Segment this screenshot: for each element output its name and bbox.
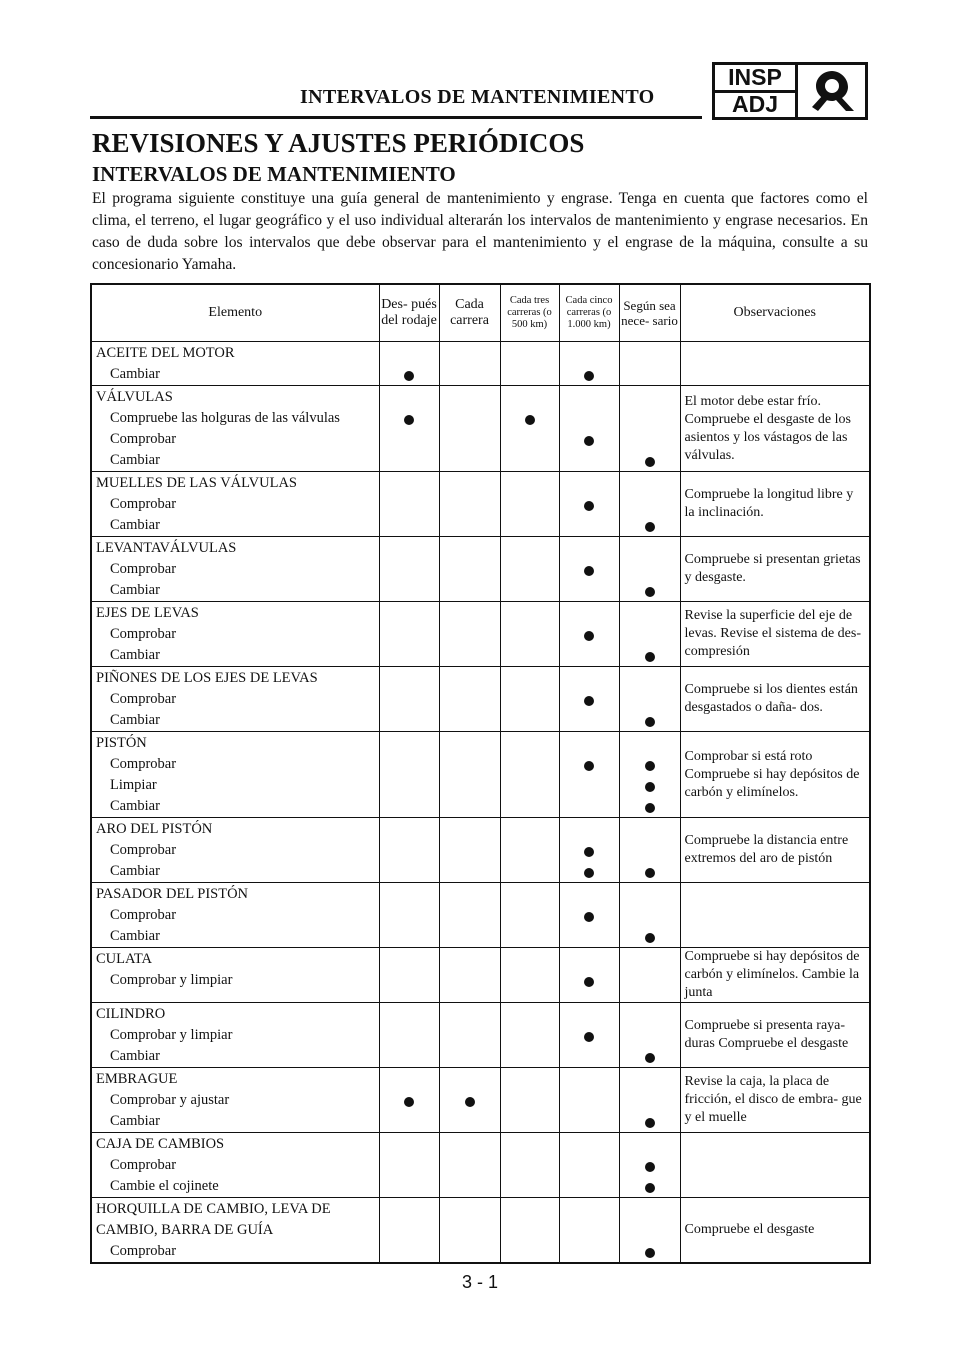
bullet-mark xyxy=(584,847,594,857)
bullet-mark xyxy=(645,933,655,943)
item-cell xyxy=(91,732,379,818)
item-cell xyxy=(91,472,379,537)
item-name: VÁLVULAS xyxy=(96,389,173,405)
interval-cell xyxy=(619,537,680,602)
item-cell xyxy=(91,1198,379,1264)
item-cell xyxy=(91,602,379,667)
sub-operation: Cambiar xyxy=(110,452,160,468)
section-title: INTERVALOS DE MANTENIMIENTO xyxy=(92,162,456,186)
sub-operation: Comprobar xyxy=(110,496,177,512)
interval-cell xyxy=(619,1198,680,1264)
item-name: PISTÓN xyxy=(96,735,147,751)
sub-operation: Comprobar y limpiar xyxy=(110,1027,233,1043)
sub-operation: Cambiar xyxy=(110,582,160,598)
badge-adj-label: ADJ xyxy=(731,91,778,118)
interval-cell xyxy=(439,386,500,472)
item-cell xyxy=(91,818,379,883)
bullet-mark xyxy=(645,803,655,813)
table-row xyxy=(91,1133,870,1198)
remark-cell xyxy=(680,1133,870,1198)
interval-cell xyxy=(439,667,500,732)
interval-cell xyxy=(439,883,500,948)
bullet-mark xyxy=(584,761,594,771)
sub-operation: Cambiar xyxy=(110,517,160,533)
item-name: PASADOR DEL PISTÓN xyxy=(96,886,249,902)
interval-cell xyxy=(439,1133,500,1198)
bullet-mark xyxy=(645,761,655,771)
bullet-mark xyxy=(584,912,594,922)
interval-cell xyxy=(439,537,500,602)
bullet-mark xyxy=(645,717,655,727)
interval-cell xyxy=(379,1068,439,1133)
remark-cell: Compruebe si los dientes están desgastados o daña- dos. xyxy=(680,667,870,732)
table-row xyxy=(91,948,870,1003)
sub-operation: Comprobar xyxy=(110,1157,177,1173)
remark-cell xyxy=(680,342,870,386)
header-item: Elemento xyxy=(91,284,379,342)
item-cell xyxy=(91,948,379,1003)
sub-operation: Comprobar xyxy=(110,561,177,577)
sub-operation: Cambiar xyxy=(110,798,160,814)
item-cell xyxy=(91,386,379,472)
header-every-race: Cada carrera xyxy=(439,284,500,342)
intro-paragraph: El programa siguiente constituye una guía general de mantenimiento y engrase. Tenga en cuenta que factores como el clima, el terreno, el lugar geográfico y el uso individual alterarán los intervalos de mantenimiento y engrase necesarios. En caso de duda sobre los intervalos que debe observar para el mantenimiento y el engrase de la máquina, consulte a su concesionario Yamaha. xyxy=(92,190,868,273)
interval-cell xyxy=(379,472,439,537)
remark-cell: Compruebe la longitud libre y la inclinación. xyxy=(680,472,870,537)
remark-cell: Compruebe el desgaste xyxy=(680,1198,870,1264)
interval-cell xyxy=(559,732,619,818)
interval-cell xyxy=(559,1003,619,1068)
bullet-mark xyxy=(645,1162,655,1172)
remark-cell: Revise la superficie del eje de levas. Revise el sistema de des- compresión xyxy=(680,602,870,667)
bullet-mark xyxy=(584,436,594,446)
interval-cell xyxy=(500,537,559,602)
sub-operation: Cambiar xyxy=(110,1113,160,1129)
interval-cell xyxy=(379,1133,439,1198)
bullet-mark xyxy=(645,1183,655,1193)
interval-cell xyxy=(379,883,439,948)
interval-cell xyxy=(379,732,439,818)
sub-operation: Comprobar xyxy=(110,756,177,772)
table-row xyxy=(91,667,870,732)
bullet-mark xyxy=(645,457,655,467)
interval-cell xyxy=(500,1198,559,1264)
table-row xyxy=(91,1198,870,1264)
interval-cell xyxy=(559,472,619,537)
item-name: HORQUILLA DE CAMBIO, LEVA DE xyxy=(96,1201,331,1217)
interval-cell xyxy=(439,1068,500,1133)
interval-cell xyxy=(619,667,680,732)
sub-operation: Cambiar xyxy=(110,928,160,944)
remark-cell: Revise la caja, la placa de fricción, el disco de embra- gue y el muelle xyxy=(680,1068,870,1133)
interval-cell xyxy=(500,883,559,948)
sub-operation: Comprobar xyxy=(110,431,177,447)
sub-operation: Comprobar xyxy=(110,1243,177,1259)
bullet-mark xyxy=(584,371,594,381)
header-rule xyxy=(90,116,702,119)
remark-cell: Compruebe si hay depósitos de carbón y elimínelos. Cambie la junta xyxy=(680,948,870,1003)
interval-cell xyxy=(439,602,500,667)
interval-cell xyxy=(500,342,559,386)
interval-cell xyxy=(500,1133,559,1198)
sub-operation: Cambiar xyxy=(110,712,160,728)
item-name: EJES DE LEVAS xyxy=(96,605,199,621)
sub-operation: Comprobar y ajustar xyxy=(110,1092,230,1108)
interval-cell xyxy=(559,818,619,883)
item-name: ACEITE DEL MOTOR xyxy=(96,345,235,361)
badge-text-block xyxy=(715,65,798,117)
bullet-mark xyxy=(645,652,655,662)
interval-cell xyxy=(619,818,680,883)
interval-cell xyxy=(500,602,559,667)
sub-operation: Comprobar xyxy=(110,907,177,923)
bullet-mark xyxy=(584,501,594,511)
header-remarks: Observaciones xyxy=(680,284,870,342)
table-row xyxy=(91,1003,870,1068)
remark-cell: Compruebe si presenta raya- duras Compruebe el desgaste xyxy=(680,1003,870,1068)
sub-operation: Comprobar xyxy=(110,626,177,642)
page-title: REVISIONES Y AJUSTES PERIÓDICOS xyxy=(92,128,585,158)
bullet-mark xyxy=(465,1097,475,1107)
interval-cell xyxy=(619,732,680,818)
bullet-mark xyxy=(584,1032,594,1042)
interval-cell xyxy=(379,667,439,732)
bullet-mark xyxy=(584,566,594,576)
bullet-mark xyxy=(645,1248,655,1258)
page-number: 3 - 1 xyxy=(461,1272,499,1292)
bullet-mark xyxy=(404,415,414,425)
bullet-mark xyxy=(584,868,594,878)
interval-cell xyxy=(500,818,559,883)
interval-cell xyxy=(439,948,500,1003)
item-name: ARO DEL PISTÓN xyxy=(96,821,213,837)
interval-cell xyxy=(500,1003,559,1068)
sub-operation: Comprobar y limpiar xyxy=(110,972,233,988)
interval-cell xyxy=(379,386,439,472)
interval-cell xyxy=(379,948,439,1003)
table-row xyxy=(91,342,870,386)
interval-cell xyxy=(379,537,439,602)
interval-cell xyxy=(439,732,500,818)
item-name: CULATA xyxy=(96,951,153,967)
table-row xyxy=(91,472,870,537)
interval-cell xyxy=(559,883,619,948)
item-cell xyxy=(91,883,379,948)
item-name: MUELLES DE LAS VÁLVULAS xyxy=(96,475,297,491)
interval-cell xyxy=(379,1003,439,1068)
interval-cell xyxy=(619,342,680,386)
interval-cell xyxy=(559,386,619,472)
sub-operation: Limpiar xyxy=(110,777,157,793)
bullet-mark xyxy=(584,631,594,641)
maintenance-schedule-table xyxy=(90,283,871,1264)
remark-cell xyxy=(680,883,870,948)
interval-cell xyxy=(619,1003,680,1068)
bullet-mark xyxy=(404,1097,414,1107)
interval-cell xyxy=(500,732,559,818)
bullet-mark xyxy=(645,1053,655,1063)
table-row xyxy=(91,818,870,883)
bullet-mark xyxy=(645,868,655,878)
header-every-five-races: Cada cinco carreras (o 1.000 km) xyxy=(559,284,619,342)
table-row xyxy=(91,883,870,948)
table-row xyxy=(91,602,870,667)
table-row xyxy=(91,732,870,818)
interval-cell xyxy=(379,602,439,667)
table-row xyxy=(91,1068,870,1133)
interval-cell xyxy=(500,667,559,732)
header-as-needed: Según sea nece- sario xyxy=(619,284,680,342)
remark-cell: El motor debe estar frío. Compruebe el desgaste de los asientos y los vástagos de las válvulas. xyxy=(680,386,870,472)
interval-cell xyxy=(619,883,680,948)
interval-cell xyxy=(379,818,439,883)
item-name-continued: CAMBIO, BARRA DE GUÍA xyxy=(96,1222,274,1238)
interval-cell xyxy=(619,1133,680,1198)
sub-operation: Compruebe las holguras de las válvulas xyxy=(110,410,340,426)
table-header-row xyxy=(91,284,870,342)
interval-cell xyxy=(619,472,680,537)
interval-cell xyxy=(439,1003,500,1068)
interval-cell xyxy=(619,1068,680,1133)
interval-cell xyxy=(559,342,619,386)
item-name: LEVANTAVÁLVULAS xyxy=(96,540,237,556)
remark-cell: Compruebe si presentan grietas y desgaste. xyxy=(680,537,870,602)
item-cell xyxy=(91,537,379,602)
table-row xyxy=(91,386,870,472)
item-cell xyxy=(91,1133,379,1198)
interval-cell xyxy=(379,342,439,386)
interval-cell xyxy=(559,537,619,602)
item-name: EMBRAGUE xyxy=(96,1071,178,1087)
header-title: INTERVALOS DE MANTENIMIENTO xyxy=(300,86,655,108)
sub-operation: Cambie el cojinete xyxy=(110,1178,219,1194)
interval-cell xyxy=(439,342,500,386)
interval-cell xyxy=(439,472,500,537)
sub-operation: Cambiar xyxy=(110,1048,160,1064)
remark-cell: Compruebe la distancia entre extremos del aro de pistón xyxy=(680,818,870,883)
header-after-break-in: Des- pués del rodaje xyxy=(379,284,439,342)
bullet-mark xyxy=(645,522,655,532)
bullet-mark xyxy=(404,371,414,381)
bullet-mark xyxy=(645,587,655,597)
bullet-mark xyxy=(645,1118,655,1128)
insp-adj-badge xyxy=(712,62,868,120)
bullet-mark xyxy=(584,977,594,987)
interval-cell xyxy=(559,1068,619,1133)
item-name: CAJA DE CAMBIOS xyxy=(96,1136,225,1152)
bullet-mark xyxy=(584,696,594,706)
wrench-icon xyxy=(798,65,865,117)
interval-cell xyxy=(559,948,619,1003)
interval-cell xyxy=(619,948,680,1003)
interval-cell xyxy=(379,1198,439,1264)
interval-cell xyxy=(500,386,559,472)
interval-cell xyxy=(500,948,559,1003)
sub-operation: Cambiar xyxy=(110,366,160,382)
interval-cell xyxy=(559,602,619,667)
item-cell xyxy=(91,1068,379,1133)
table-row xyxy=(91,537,870,602)
item-cell xyxy=(91,342,379,386)
sub-operation: Cambiar xyxy=(110,647,160,663)
interval-cell xyxy=(619,386,680,472)
item-cell xyxy=(91,667,379,732)
badge-insp-label: INSP xyxy=(715,65,795,93)
interval-cell xyxy=(439,818,500,883)
interval-cell xyxy=(559,1198,619,1264)
sub-operation: Cambiar xyxy=(110,863,160,879)
interval-cell xyxy=(559,1133,619,1198)
item-name: PIÑONES DE LOS EJES DE LEVAS xyxy=(96,670,318,686)
sub-operation: Comprobar xyxy=(110,691,177,707)
item-name: CILINDRO xyxy=(96,1006,166,1022)
sub-operation: Comprobar xyxy=(110,842,177,858)
interval-cell xyxy=(500,1068,559,1133)
interval-cell xyxy=(559,667,619,732)
interval-cell xyxy=(500,472,559,537)
interval-cell xyxy=(619,602,680,667)
interval-cell xyxy=(439,1198,500,1264)
bullet-mark xyxy=(525,415,535,425)
bullet-mark xyxy=(645,782,655,792)
remark-cell: Comprobar si está roto Compruebe si hay depósitos de carbón y elimínelos. xyxy=(680,732,870,818)
header-every-three-races: Cada tres carreras (o 500 km) xyxy=(500,284,559,342)
item-cell xyxy=(91,1003,379,1068)
